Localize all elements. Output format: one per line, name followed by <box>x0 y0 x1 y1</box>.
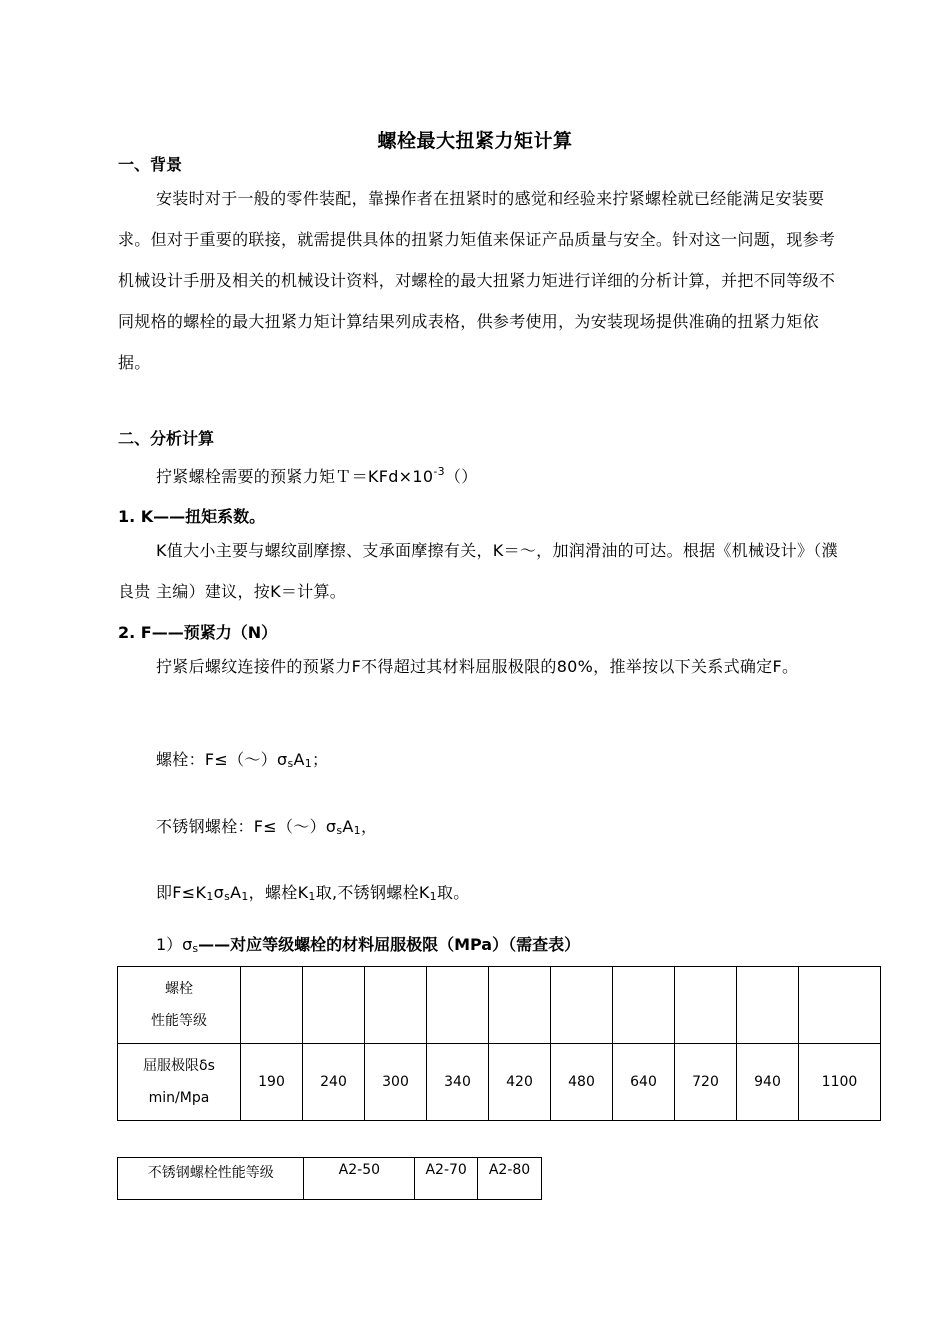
yield-value-cell: 190 <box>241 1044 303 1121</box>
yield-value-cell: 480 <box>551 1044 613 1121</box>
bolt-grade-table <box>117 966 881 1121</box>
grade-cell <box>303 967 365 1044</box>
yield-value-cell: 720 <box>675 1044 737 1121</box>
stainless-bolt-formula: 不锈钢螺栓：$F\le(\sim)\sigma_sA_1$， <box>156 817 378 837</box>
grade-cell <box>427 967 489 1044</box>
stainless-grade-table <box>117 1157 542 1200</box>
grade-header-line: 螺栓 <box>165 981 193 997</box>
stainless-label-cell: 不锈钢螺栓性能等级 <box>118 1158 304 1200</box>
table-row <box>118 1044 881 1121</box>
grade-cell <box>799 967 881 1044</box>
grade-cell <box>551 967 613 1044</box>
section-heading-analysis: 二、分析计算 <box>118 429 215 448</box>
yield-value-cell: 420 <box>489 1044 551 1121</box>
stainless-grade-cell: A2-50 <box>304 1158 415 1200</box>
page-title: 螺栓最大扭紧力矩计算 <box>377 130 573 152</box>
torque-formula: 拧紧螺栓需要的预紧力矩$T=KFd\times 10^{-3}()$ <box>156 465 478 486</box>
grade-cell <box>365 967 427 1044</box>
background-paragraph: 安装时对于一般的零件装配，靠操作者在扭紧时的感觉和经验来拧紧螺栓就已经能满足安装要求。但对于重要的联接，就需提供具体的扭紧力矩值来保证产品质量与安全。针对这一问题，现参考机械设计手册及相关的机械设计资料，对螺栓的最大扭紧力矩进行详细的分析计算，并把不同等级不同规格的螺栓的最大扭紧力矩计算结果列成表格，供参考使用，为安装现场提供准确的扭紧力矩依据。 <box>118 189 836 372</box>
grade-cell <box>489 967 551 1044</box>
yield-label-cell <box>118 1044 241 1121</box>
table-row <box>118 1158 542 1200</box>
section-heading-background: 一、背景 <box>118 155 183 174</box>
yield-label-line: min/Mpa <box>148 1090 210 1106</box>
stainless-grade-cell: A2-70 <box>415 1158 478 1200</box>
combined-formula: 即$F\le K_1\sigma_sA_1$，螺栓$K_1$取,不锈钢螺栓$K_1$取。 <box>156 883 470 903</box>
yield-limit-subheading: $1)\sigma_s——$对应等级螺栓的材料屈服极限（MPa）（需查表） <box>156 935 581 955</box>
grade-cell <box>675 967 737 1044</box>
yield-value-cell: 340 <box>427 1044 489 1121</box>
yield-value-cell: 1100 <box>799 1044 881 1121</box>
bolt-formula: 螺栓：$F\le(\sim)\sigma_sA_1$； <box>156 750 329 770</box>
yield-label-line: 屈服极限δs <box>143 1058 215 1074</box>
grade-header-line: 性能等级 <box>151 1013 207 1029</box>
yield-value-cell: 240 <box>303 1044 365 1121</box>
yield-value-cell: 940 <box>737 1044 799 1121</box>
item-k-paragraph: K值大小主要与螺纹副摩擦、支承面摩擦有关，K＝～，加润滑油的可达。根据《机械设计》（濮良贵 主编）建议，按K＝计算。 <box>118 541 838 601</box>
grade-cell <box>241 967 303 1044</box>
item-f-heading: 2. F——预紧力（N） <box>118 623 278 642</box>
item-k-heading: 1. K——扭矩系数。 <box>118 507 266 526</box>
table-row <box>118 967 881 1044</box>
yield-value-cell: 640 <box>613 1044 675 1121</box>
item-f-paragraph: 拧紧后螺纹连接件的预紧力F不得超过其材料屈服极限的80%，推举按以下关系式确定F。 <box>156 657 799 676</box>
grade-header-cell <box>118 967 241 1044</box>
grade-cell <box>613 967 675 1044</box>
yield-value-cell: 300 <box>365 1044 427 1121</box>
grade-cell <box>737 967 799 1044</box>
stainless-grade-cell: A2-80 <box>478 1158 542 1200</box>
